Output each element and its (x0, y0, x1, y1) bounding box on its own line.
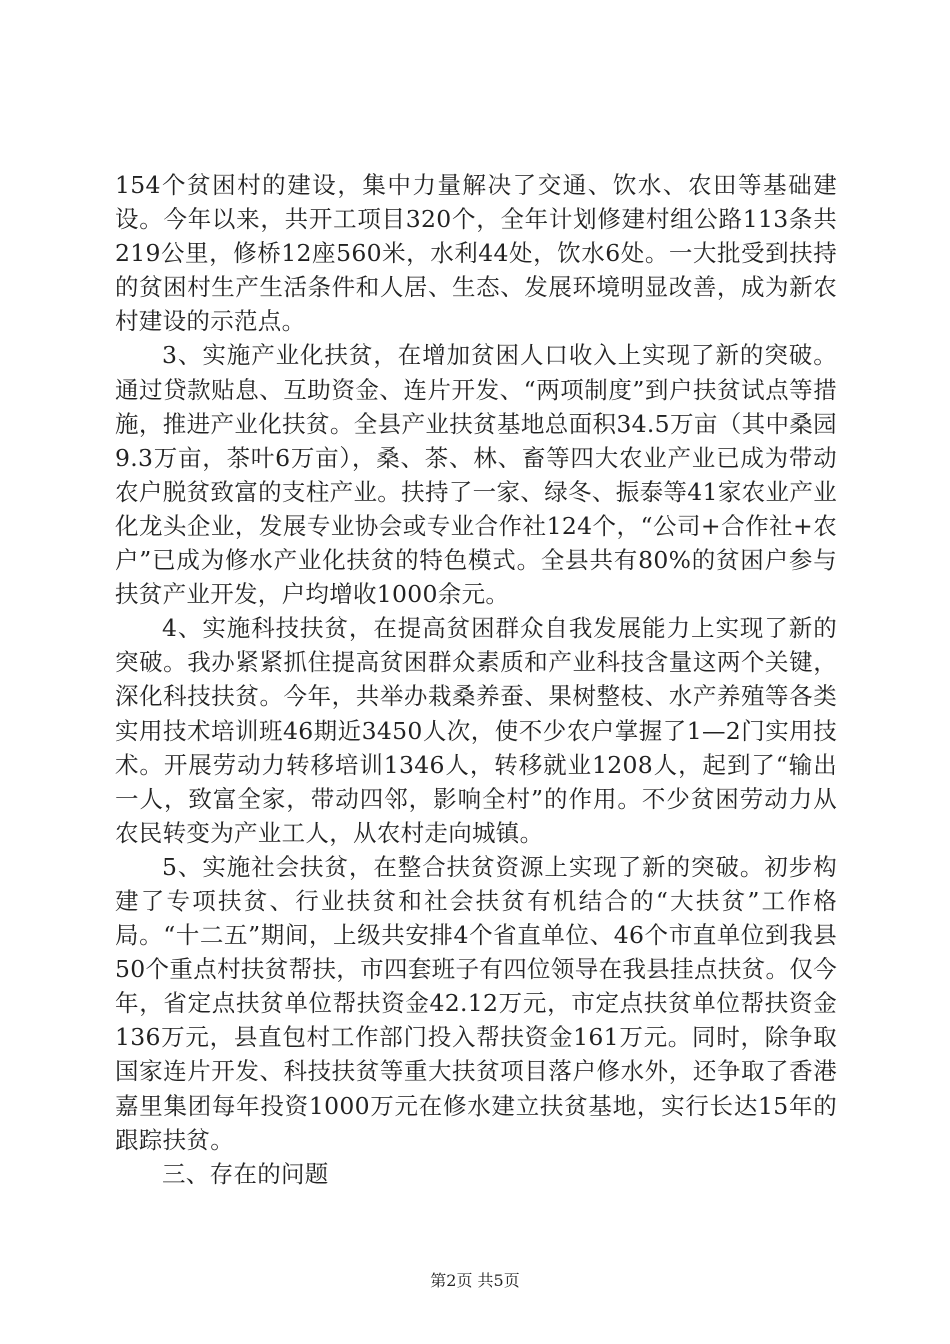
paragraph-continuation: 154个贫困村的建设，集中力量解决了交通、饮水、农田等基础建设。今年以来，共开工项目320个，全年计划修建村组公路113条共219公里，修桥12座560米，水利44处，饮水6处。一大批受到扶持的贫困村生产生活条件和人居、生态、发展环境明显改善，成为新农村建设的示范点。 (115, 171, 837, 336)
paragraph-industrial-poverty-relief: 3、实施产业化扶贫，在增加贫困人口收入上实现了新的突破。通过贷款贴息、互助资金、连片开发、“两项制度”到户扶贫试点等措施，推进产业化扶贫。全县产业扶贫基地总面积34.5万亩（其中桑园9.3万亩，茶叶6万亩），桑、茶、林、畜等四大农业产业已成为带动农户脱贫致富的支柱产业。扶持了一家、绿冬、振泰等41家农业产业化龙头企业，发展专业协会或专业合作社124个，“公司+合作社+农户”已成为修水产业化扶贫的特色模式。全县共有80%的贫困户参与扶贫产业开发，户均增收1000余元。 (115, 341, 837, 609)
paragraph-social-poverty-relief: 5、实施社会扶贫，在整合扶贫资源上实现了新的突破。初步构建了专项扶贫、行业扶贫和社会扶贫有机结合的“大扶贫”工作格局。“十二五”期间，上级共安排4个省直单位、46个市直单位到我县50个重点村扶贫帮扶，市四套班子有四位领导在我县挂点扶贫。仅今年，省定点扶贫单位帮扶资金42.12万元，市定点扶贫单位帮扶资金136万元，县直包村工作部门投入帮扶资金161万元。同时，除争取国家连片开发、科技扶贫等重大扶贫项目落户修水外，还争取了香港嘉里集团每年投资1000万元在修水建立扶贫基地，实行长达15年的跟踪扶贫。 (115, 852, 837, 1154)
page-footer: 第2页 共5页 (430, 1271, 520, 1290)
document-body (115, 168, 837, 1191)
paragraph-tech-poverty-relief: 4、实施科技扶贫，在提高贫困群众自我发展能力上实现了新的突破。我办紧紧抓住提高贫困群众素质和产业科技含量这两个关键，深化科技扶贫。今年，共举办栽桑养蚕、果树整枝、水产养殖等各类实用技术培训班46期近3450人次，使不少农户掌握了1—2门实用技术。开展劳动力转移培训1346人，转移就业1208人，起到了“输出一人，致富全家，带动四邻，影响全村”的作用。不少贫困劳动力从农民转变为产业工人，从农村走向城镇。 (115, 614, 837, 847)
section-heading-problems: 三、存在的问题 (162, 1159, 329, 1188)
